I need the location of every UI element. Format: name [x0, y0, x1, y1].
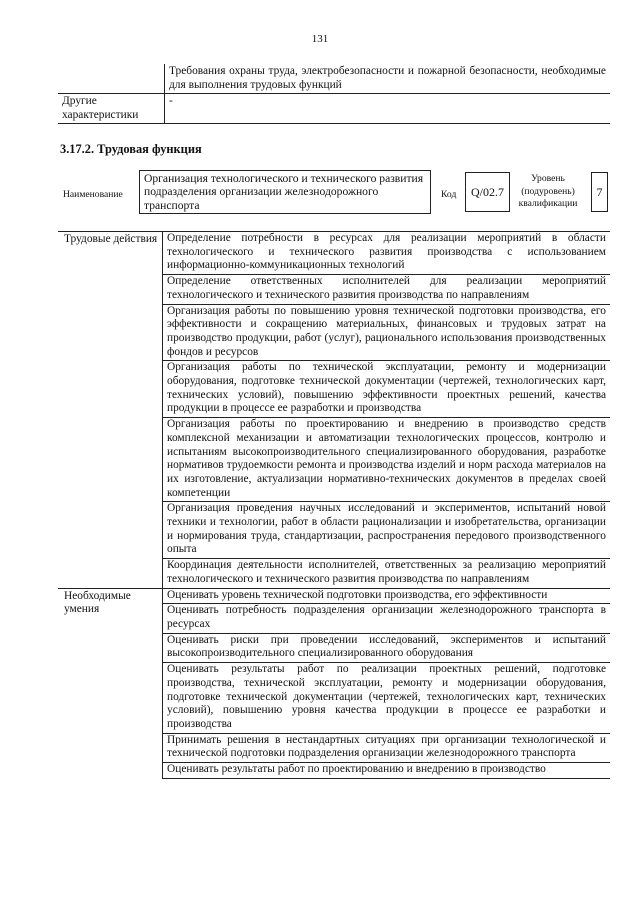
table-row [58, 588, 610, 604]
name-label: Наименование [63, 189, 123, 200]
list-item: Принимать решения в нестандартных ситуациях при организации технологической и технической подготовки подразделения организации железнодорожного транспорта [163, 733, 611, 762]
list-item: Оценивать потребность подразделения организации железнодорожного транспорта в ресурсах [163, 604, 611, 633]
row-value: - [165, 94, 611, 124]
list-item: Организация проведения научных исследований и экспериментов, испытаний новой техники и технологии, работ в области рационализации и изобретательства, организации и нормирования труда, стандартизации, распространения передового производственного опыта [163, 502, 611, 559]
table-row [58, 64, 610, 94]
code-value-box: Q/02.7 [465, 172, 510, 212]
group-label: Трудовые действия [58, 232, 163, 589]
list-item: Оценивать уровень технической подготовки производства, его эффективности [163, 588, 611, 604]
section-title: 3.17.2. Трудовая функция [60, 142, 202, 156]
page-number: 131 [311, 33, 329, 45]
list-item: Оценивать результаты работ по реализации проектных решений, подготовке производства, технической эксплуатации, ремонту и модернизации оборудования, подготовке технической документации (чертежей, технологических карт, технических условий), повышению уровня качества продукции в процессе ее разработки и производства [163, 663, 611, 734]
list-item: Оценивать риски при проведении исследований, экспериментов и испытаний высокопроизводительного специализированного оборудования [163, 633, 611, 662]
row-label: Другие характеристики [58, 94, 165, 124]
list-item: Организация работы по проектированию и внедрению в производство средств комплексной механизации и автоматизации технологических процессов, контролю и испытаниям высокопроизводительного специализированного оборудования, разработке нормативов трудоемкости ремонта и производства изделий и норм расхода материалов на их изготовление, актуализации нормативно-технических документов в пределах своей компетенции [163, 418, 611, 502]
table-row [58, 94, 610, 124]
row-value: Требования охраны труда, электробезопасности и пожарной безопасности, необходимые для выполнения трудовых функций [165, 64, 611, 94]
labor-function-table [58, 231, 610, 779]
row-label [58, 64, 165, 94]
list-item: Определение потребности в ресурсах для реализации мероприятий в области технологического и технического развития производства с использованием информационно-коммуникационных технологий [163, 232, 611, 275]
code-label: Код [441, 189, 457, 200]
list-item: Организация работы по технической эксплуатации, ремонту и модернизации оборудования, подготовке технической документации (чертежей, технологических карт, технических условий), повышению эффективности проектных решений, качества продукции в процессе ее разработки и производства [163, 361, 611, 418]
level-value-box: 7 [591, 172, 608, 212]
list-item: Оценивать результаты работ по проектированию и внедрению в производство [163, 763, 611, 779]
table-row [58, 232, 610, 275]
list-item: Организация работы по повышению уровня технической подготовки производства, его эффективности и сокращению материальных, финансовых и трудовых затрат на производство продукции, работ (услуг), рационального использования производственных фондов и ресурсов [163, 304, 611, 361]
list-item: Координация деятельности исполнителей, ответственных за реализацию мероприятий технологического и технического развития производства по направлениям [163, 559, 611, 588]
continuation-table [58, 64, 610, 124]
group-label: Необходимые умения [58, 588, 163, 778]
list-item: Определение ответственных исполнителей для реализации мероприятий технологического и технического развития производства по направлениям [163, 275, 611, 304]
function-name-box: Организация технологического и технического развития подразделения организации железнодорожного транспорта [139, 170, 431, 214]
level-label: Уровень (подуровень) квалификации [518, 173, 578, 210]
